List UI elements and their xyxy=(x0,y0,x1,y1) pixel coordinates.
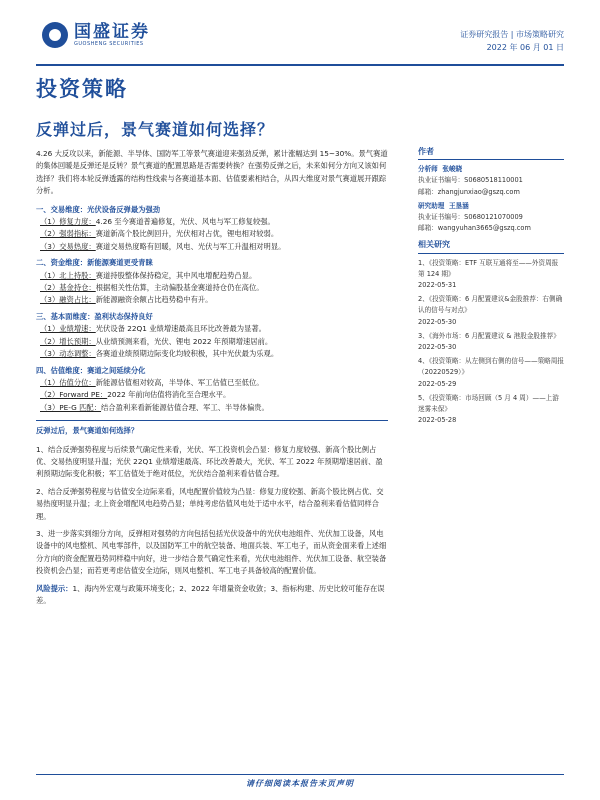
list-item xyxy=(36,241,388,253)
author-email[interactable]: wangyuhan3665@gszq.com xyxy=(437,224,531,233)
authors-heading: 作者 xyxy=(418,146,564,160)
list-item xyxy=(36,282,388,294)
list-item xyxy=(36,389,388,401)
section-divider xyxy=(36,420,388,421)
related-date: 2022-05-31 xyxy=(418,281,457,290)
related-item[interactable] xyxy=(418,294,564,328)
list-item xyxy=(36,336,388,348)
item-label: （1）业绩增速： xyxy=(40,324,96,334)
related-date: 2022-05-30 xyxy=(418,317,457,326)
related-item[interactable] xyxy=(418,258,564,292)
section-title: 三、基本面维度：盈利状态保持良好 xyxy=(36,311,153,321)
related-date: 2022-05-29 xyxy=(418,379,457,388)
company-logo xyxy=(42,22,150,48)
cert-label: 执业证书编号： xyxy=(418,213,465,222)
author-block xyxy=(418,201,564,235)
related-date: 2022-05-28 xyxy=(418,416,457,425)
author-name: 张峻晓 xyxy=(442,165,463,174)
header-divider xyxy=(36,64,564,66)
item-label: （2）基金持仓： xyxy=(40,283,96,293)
item-text: 新能源估值相对较高，半导体、军工估值已至低位。 xyxy=(95,377,264,387)
logo-mark-icon xyxy=(42,22,68,48)
risk-text: 1、海内外宏观与政策环境变化；2、2022 年增量资金收敛；3、指标构建、历史比较可能存在误差。 xyxy=(36,583,385,605)
author-name: 王垦涵 xyxy=(448,201,469,210)
risk-warning xyxy=(36,583,388,608)
related-date: 2022-05-30 xyxy=(418,343,457,352)
author-block xyxy=(418,164,564,198)
item-text: 2022 年前向估值将消化至合理水平。 xyxy=(107,390,231,400)
footer-disclaimer: 请仔细阅读本报告末页声明 xyxy=(246,779,354,788)
related-title: 4、《投资策略：从左侧到右侧的信号——策略周报（20220529）》 xyxy=(418,357,564,377)
report-category-title: 投资策略 xyxy=(36,77,128,101)
item-text: 赛道交易热度略有回暖，风电、光伏与军工升温相对明显。 xyxy=(95,241,286,251)
item-text: 赛道新高个股比例回升，光伏相对占优，锂电相对较弱。 xyxy=(95,229,279,239)
item-label: （1）北上持股： xyxy=(40,270,96,280)
risk-label: 风险提示： xyxy=(36,583,73,593)
intro-paragraph: 4.26 大反攻以来，新能源、半导体、国防军工等景气赛道迎来强劲反弹，累计涨幅达到 15~30%。景气赛道的集体回暖是反弹还是反转？景气赛道的配置思路是否需要转换？在强势反弹之后，未来如何分方向又该如何选择？我们将本轮反弹透露的结构性线索与各赛道基本面、估值要素相结合，从四大维度对景气赛道展开跟踪分析。 xyxy=(36,149,388,196)
related-item[interactable] xyxy=(418,356,564,390)
logo-name-en: GUOSHENG SECURITIES xyxy=(74,41,144,47)
list-item xyxy=(36,228,388,240)
item-text: 各赛道业绩预期边际变化均较积极，其中光伏最为乐观。 xyxy=(95,349,279,359)
cert-number: S0680518110001 xyxy=(464,176,523,185)
list-item xyxy=(36,323,388,335)
related-title: 2、《投资策略：6 月配置建议&金股推荐：右侧确认的信号与对点》 xyxy=(418,295,563,315)
sidebar xyxy=(418,146,564,426)
cert-number: S0680121070009 xyxy=(464,213,523,222)
report-date: 2022 年 06 月 01 日 xyxy=(486,43,564,52)
header-meta xyxy=(460,28,564,54)
item-label: （3）融资占比： xyxy=(40,295,96,305)
section-title: 二、资金维度：新能源赛道更受青睐 xyxy=(36,258,153,268)
item-text: 从业绩预测来看，光伏、锂电 2022 年预期增速居前。 xyxy=(95,336,273,346)
list-item xyxy=(36,402,388,414)
author-role: 分析师 xyxy=(418,165,438,174)
logo-name-cn: 国盛证券 xyxy=(74,22,150,42)
item-text: 4.26 至今赛道普遍修复，光伏、风电与军工修复较强。 xyxy=(95,217,275,227)
item-label: （2）强弱指标： xyxy=(40,229,96,239)
report-type: 证券研究报告 | 市场策略研究 xyxy=(460,30,564,39)
question-heading: 反弹过后，景气赛道如何选择？ xyxy=(36,426,139,436)
section-title: 一、交易维度：光伏设备反弹最为强劲 xyxy=(36,204,161,214)
item-text: 结合盈利来看新能源估值合理、军工、半导体偏贵。 xyxy=(101,402,269,412)
item-label: （3）动态调整： xyxy=(40,349,96,359)
list-item xyxy=(36,270,388,282)
item-text: 赛道持股整体保持稳定，其中风电增配趋势凸显。 xyxy=(95,270,257,280)
answer-paragraph: 2、结合反弹强势程度与估值安全边际来看，风电配置价值较为凸显：修复力度较强、新高个股比例占优、交易热度明显升温；北上资金增配风电趋势凸显；单纯考虑估值风电处于适中水平，结合盈利来看估值同样合理。 xyxy=(36,486,384,521)
item-text: 光伏设备 22Q1 业绩增速最高且环比改善最为显著。 xyxy=(95,324,266,334)
related-item[interactable] xyxy=(418,331,564,353)
main-column xyxy=(36,148,388,607)
email-label: 邮箱： xyxy=(418,187,438,196)
related-heading: 相关研究 xyxy=(418,239,564,253)
email-label: 邮箱： xyxy=(418,224,438,233)
author-email[interactable]: zhangjunxiao@gszq.com xyxy=(437,187,520,196)
related-title: 5、《投资策略：市场回顾（5 月 4 周）——上游迷雾未保》 xyxy=(418,393,559,414)
item-text: 新能源融资余额占比趋势稳中有升。 xyxy=(95,295,213,305)
related-title: 1、《投资策略：ETF 互联互通将至——外资周报第 124 期》 xyxy=(418,258,559,278)
list-item xyxy=(36,216,388,228)
item-text: 根据相关性估算，主动偏股基金赛道持仓仍在高位。 xyxy=(95,283,264,293)
item-label: （1）修复力度： xyxy=(40,217,96,227)
item-label: （2）Forward PE： xyxy=(40,390,108,400)
cert-label: 执业证书编号： xyxy=(418,176,465,185)
answer-paragraph: 3、进一步落实到细分方向，反弹相对强势的方向包括包括光伏设备中的光伏电池组件、光伏加工设备，风电设备中的风电整机、风电零部件，以及国防军工中的航空装备、地面兵装、军工电子，而从资金面来看上述细分方向的资金配置趋势同样稳中向好，进一步结合景气确定性来看，光伏电池组件、光伏加工设备、航空装备投资机会凸显；而若更考虑估值安全边际，则风电整机、军工电子具备较高的配置价值。 xyxy=(36,528,387,576)
list-item xyxy=(36,348,388,360)
list-item xyxy=(36,294,388,306)
related-item[interactable] xyxy=(418,393,564,427)
author-role: 研究助理 xyxy=(418,201,445,210)
list-item xyxy=(36,377,388,389)
answer-paragraph: 1、结合反弹强势程度与后续景气确定性来看，光伏、军工投资机会凸显：修复力度较强、新高个股比例占优、交易热度明显升温；光伏 22Q1 业绩增速最高、环比改善最大，光伏、军工 2022 年预期增速居前、盈利预期边际变化积极；军工估值处于绝对低位，光伏结合盈利来看估值合理。 xyxy=(36,444,383,479)
footer-divider xyxy=(36,774,564,775)
item-label: （2）增长预期： xyxy=(40,336,96,346)
report-title: 反弹过后，景气赛道如何选择？ xyxy=(36,120,275,139)
item-label: （1）估值分位： xyxy=(40,377,96,387)
related-title: 3、《海外市场：6 月配置建议 & 港股金股推荐》 xyxy=(418,331,560,340)
item-label: （3）PE-G 匹配： xyxy=(40,402,102,412)
item-label: （3）交易热度： xyxy=(40,241,96,251)
section-title: 四、估值维度：赛道之间延续分化 xyxy=(36,365,146,375)
